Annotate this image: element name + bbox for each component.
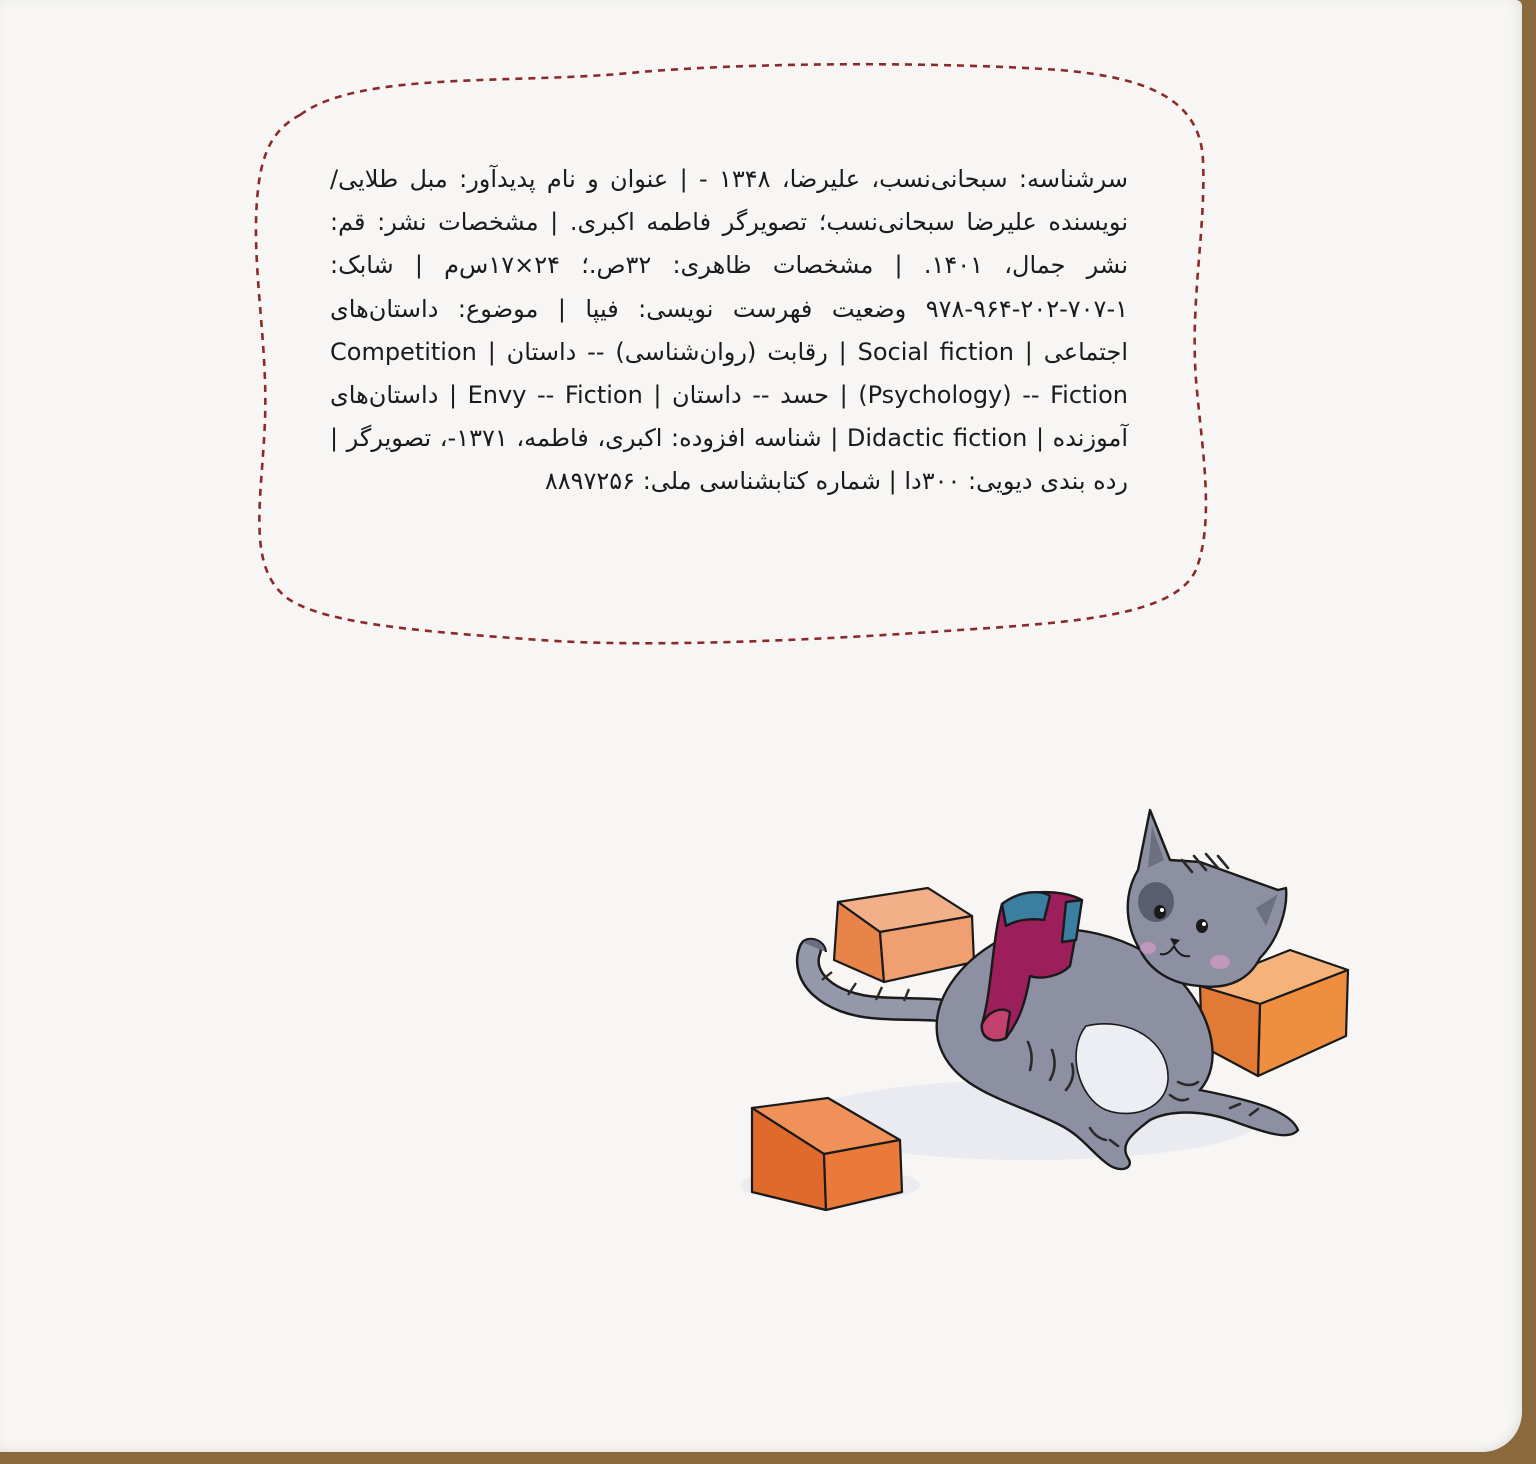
gray-cat-with-bricks-icon	[730, 790, 1370, 1230]
brick-back-left	[834, 888, 974, 982]
catalog-record-text: سرشناسه: سبحانی‌نسب، علیرضا، ۱۳۴۸ - | عنوان و نام پدیدآور: مبل طلایی/ نویسنده علیرضا سبحانی‌نسب؛ تصویرگر فاطمه اکبری. | مشخصات نشر: قم: نشر جمال، ۱۴۰۱. | مشخصات ظاهری: ۳۲ص.؛ ۲۴×۱۷س‌م | شابک: ۱-۷۰۷-۲۰۲-۹۶۴-۹۷۸ وضعیت فهرست نویسی: فیپا | موضوع: داستان‌های اجتماعی | Social fiction | رقابت (روان‌شناسی) -- داستان | Competition (Psychology) -- Fiction | حسد -- داستان | Envy -- Fiction | داستان‌های آموزنده | Didactic fiction | شناسه افزوده: اکبری، فاطمه، ۱۳۷۱-، تصویرگر | رده بندی دیویی: ۳۰۰دا | شماره کتابشناسی ملی: ۸۸۹۷۲۵۶	[330, 165, 1129, 496]
